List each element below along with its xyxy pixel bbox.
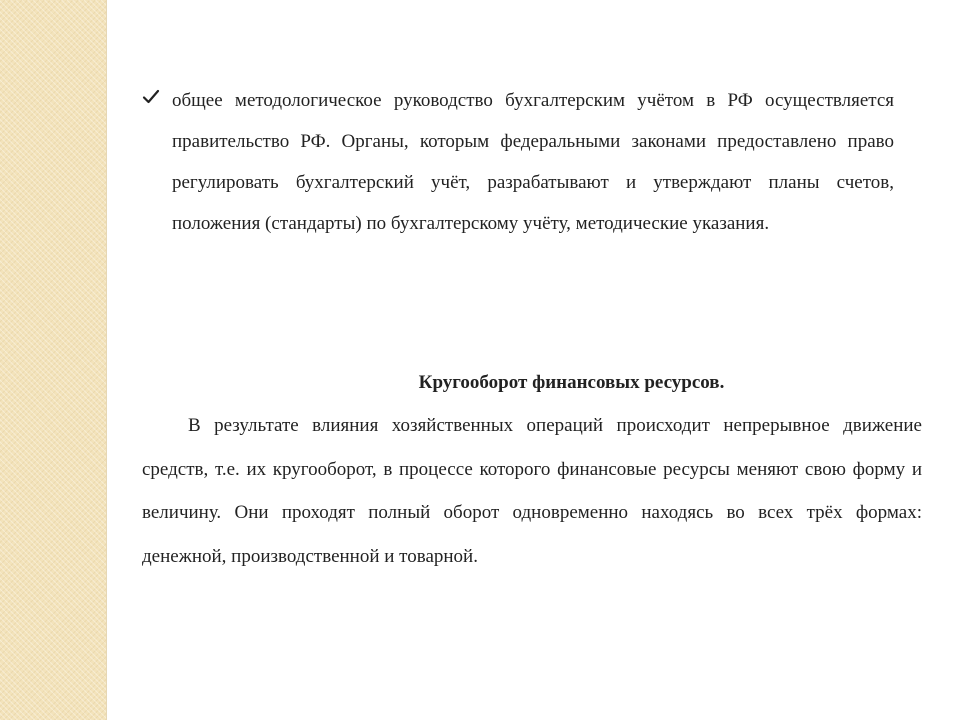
side-strip-border xyxy=(106,0,107,720)
bullet-text: общее методологическое руководство бухгалтерским учётом в РФ осуществляется правительство РФ. Органы, которым федеральными законами предоставлено право регулировать бухгалтерский учёт, разрабатывают и утверждают планы счетов, положения (стандарты) по бухгалтерскому учёту, методические указания. xyxy=(172,90,894,234)
checkmark-icon xyxy=(142,88,160,106)
bullet-item xyxy=(142,80,894,244)
section-title: Кругооборот финансовых ресурсов. xyxy=(418,372,725,393)
decorative-side-strip xyxy=(0,0,106,720)
section-paragraph: В результате влияния хозяйственных операций происходит непрерывное движение средств, т.е. их кругооборот, в процессе которого финансовые ресурсы меняют свою форму и величину. Они проходят полный оборот одновременно находясь во всех трёх формах: денежной, производственной и товарной. xyxy=(142,415,922,567)
